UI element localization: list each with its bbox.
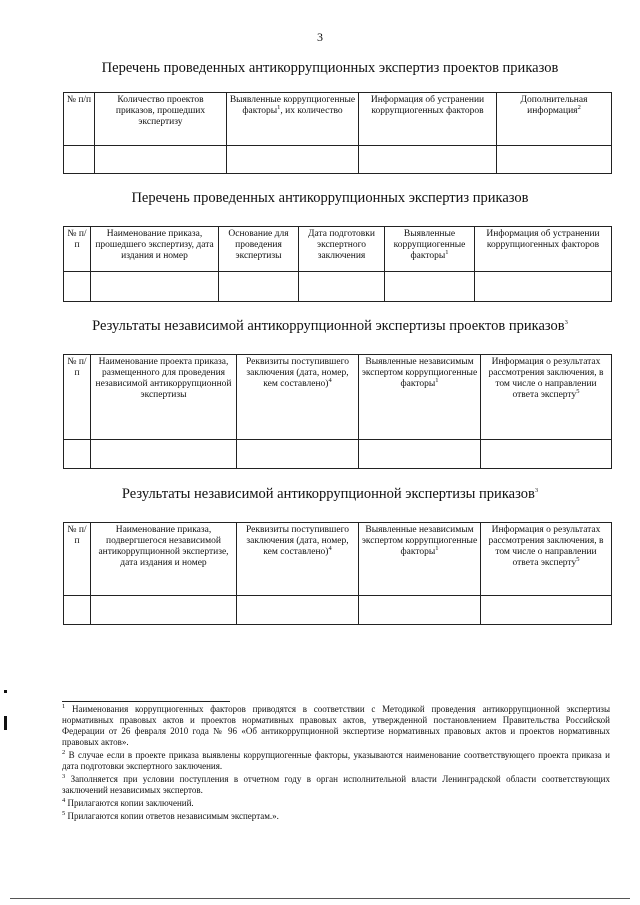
col-basis: Основание для проведения экспертизы [219,227,299,272]
scan-mark [4,716,7,730]
table-row [64,146,612,174]
table-row [64,272,612,302]
col-conclusion-details: Реквизиты поступившего заключения (дата, номер, кем составлено)$^4$ [237,523,359,596]
section-title-2: Перечень проведенных антикоррупционных экспертиз приказов [131,190,529,206]
footnote-5: $^5$ Прилагаются копии ответов независимым экспертам.». [62,810,279,821]
col-number: № п/п [64,355,91,440]
col-project-count: Количество проектов приказов, прошедших экспертизу [95,93,227,146]
col-expert-factors: Выявленные независимым экспертом коррупциогенные факторы$^1$ [359,523,481,596]
col-conclusion-date: Дата подготовки экспертного заключения [299,227,385,272]
footnote-3: $^3$ Заполняется при условии поступления в отчетном году в орган исполнительной власти Ленинградской области соответствующих заключений независимых экспертов. [62,773,611,795]
col-number: № п/п [64,227,91,272]
footnote-2: $^2$ В случае если в проекте приказа выявлены коррупциогенные факторы, указываются наименование соответствующего проекта приказа и дата подготовки экспертного заключения. [62,749,610,771]
scan-mark [4,690,7,693]
col-number: № п/п [64,523,91,596]
table-row [64,440,612,469]
table-independent-project-examinations [63,354,612,469]
col-elimination-info: Информация об устранении коррупциогенных факторов [359,93,497,146]
col-conclusion-details: Реквизиты поступившего заключения (дата, номер, кем составлено)$^4$ [237,355,359,440]
col-additional-info: Дополнительная информация$^2$ [497,93,612,146]
col-review-results: Информация о результатах рассмотрения заключения, в том числе о направлении ответа эксперту$^5$ [481,523,612,596]
col-order-name: Наименование приказа, прошедшего экспертизу, дата издания и номер [91,227,219,272]
table-row [64,596,612,625]
col-order-name: Наименование приказа, подвергшегося независимой антикоррупционной экспертизе, дата издания и номер [91,523,237,596]
footnotes [62,704,610,824]
col-project-name: Наименование проекта приказа, размещенного для проведения независимой антикоррупционной экспертизы [91,355,237,440]
col-review-results: Информация о результатах рассмотрения заключения, в том числе о направлении ответа эксперту$^5$ [481,355,612,440]
table-order-examinations [63,226,612,302]
col-elimination-info: Информация об устранении коррупциогенных факторов [475,227,612,272]
footnote-separator [62,701,230,702]
section-title-4: Результаты независимой антикоррупционной экспертизы приказов$^3$ [121,486,539,502]
page-number: 3 [317,30,323,44]
footnote-4: $^4$ Прилагаются копии заключений. [62,797,194,808]
col-factors-count: Выявленные коррупциогенные факторы$^1$, их количество [227,93,359,146]
footnote-1: $^1$ Наименования коррупциогенных факторов приводятся в соответствии с Методикой проведения антикоррупционной экспертизы нормативных правовых актов и проектов нормативных правовых актов, утвержденной постановлением Правительства Российской Федерации от 26 февраля 2010 года № 96 «Об антикоррупционной экспертизе нормативных правовых актов и проектов нормативных правовых актов». [62,703,610,747]
col-factors: Выявленные коррупциогенные факторы$^1$ [385,227,475,272]
scan-bottom-edge [10,898,630,899]
table-independent-order-examinations [63,522,612,625]
col-number: № п/п [64,93,95,146]
section-title-1: Перечень проведенных антикоррупционных экспертиз проектов приказов [101,60,559,76]
table-project-examinations [63,92,612,174]
section-title-3: Результаты независимой антикоррупционной экспертизы проектов приказов$^3$ [92,318,568,334]
col-expert-factors: Выявленные независимым экспертом коррупциогенные факторы$^1$ [359,355,481,440]
